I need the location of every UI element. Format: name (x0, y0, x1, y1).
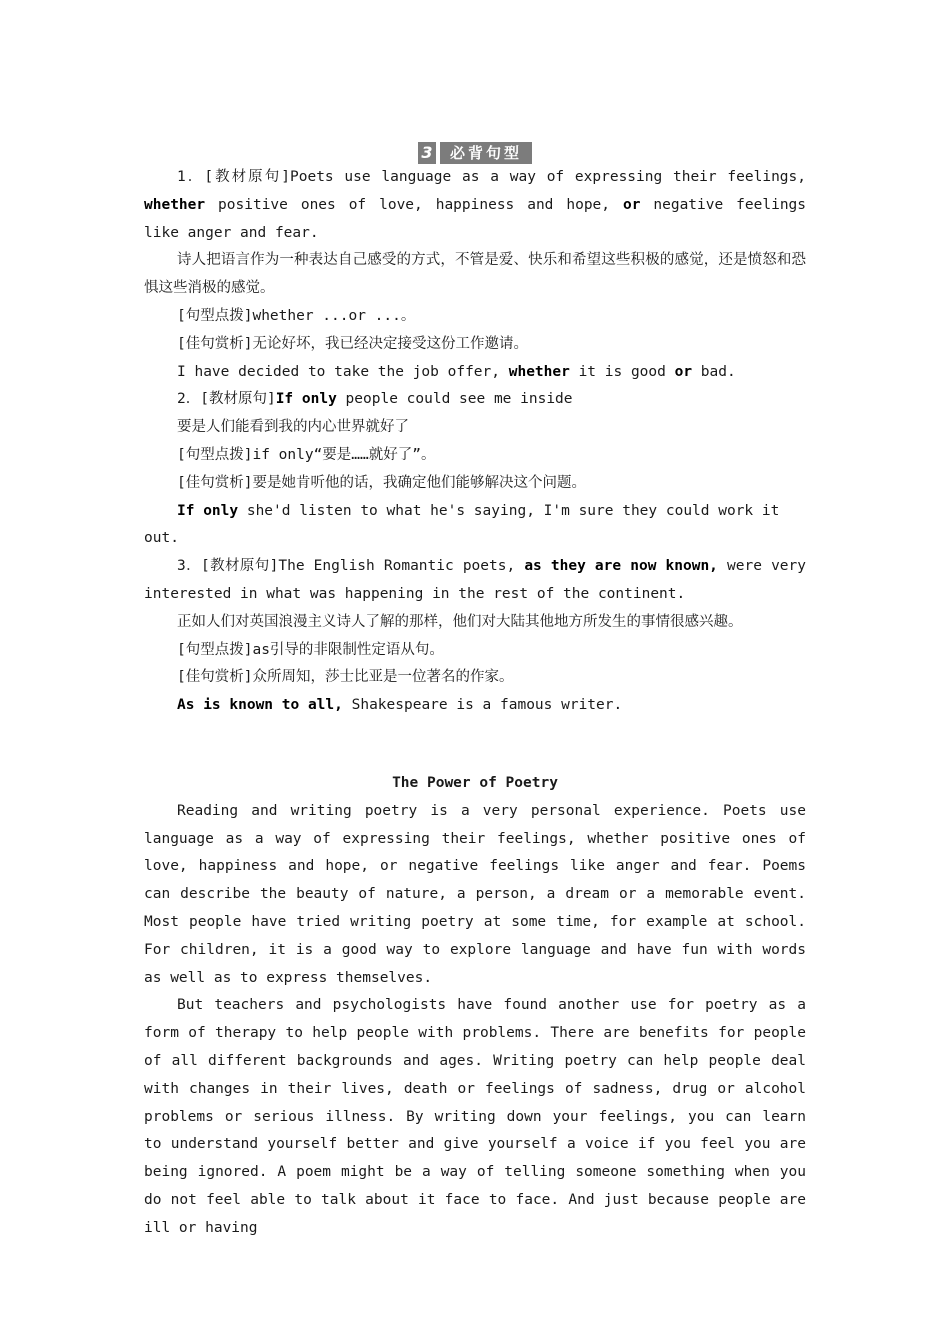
item-2-translation: 要是人们能看到我的内心世界就好了 (177, 419, 409, 436)
section-badge (418, 142, 532, 164)
keyword: As is known to all, (177, 697, 343, 714)
section-title: 必背句型 (440, 142, 532, 164)
item-3-original: 3．[教材原句]The English Romantic poets, as they are now known, were very interested in what was happening in the rest of the continent. (144, 558, 806, 602)
keyword: or (674, 363, 693, 380)
keyword: If only (177, 502, 239, 519)
article-paragraph-2: But teachers and psychologists have found another use for poetry as a form of therapy to help people with problems. There are benefits for people of all different backgrounds and ages. Writing poetry can help people deal with changes in their lives, death or feelings of sadness, drug or alcohol problems or serious illness. By writing down your feelings, you can learn to understand yourself better and give yourself a voice if you feel you are being ignored. A poem might be a way of telling someone something when you do not feel able to talk about it face to face. And just because people are ill or having (144, 997, 806, 1236)
keyword: whether (508, 363, 570, 380)
keyword: as they are now known, (524, 558, 718, 575)
keyword: If only (275, 391, 337, 408)
section-header (144, 142, 806, 164)
article-paragraph-1: Reading and writing poetry is a very personal experience. Poets use language as a way of expressing their feelings, whether positive ones of love, happiness and hope, or negative feelings like anger and fear. Poems can describe the beauty of nature, a person, a dream or a memorable event. Most people have tried writing poetry at some time, for example at school. For children, it is a good way to explore language and have fun with words as well as to express themselves. (144, 802, 806, 986)
section-number: 3 (418, 142, 436, 164)
item-2-example-en: If only she'd listen to what he's saying, I'm sure they could work it out. (144, 502, 780, 547)
item-1-translation: 诗人把语言作为一种表达自己感受的方式，不管是爱、快乐和希望这些积极的感觉，还是愤怒和恐惧这些消极的感觉。 (144, 252, 806, 297)
item-1-example-cn: [佳句赏析]无论好坏，我已经决定接受这份工作邀请。 (177, 335, 528, 352)
item-1-original: 1．[教材原句]Poets use language as a way of expressing their feelings, whether positive ones of love, happiness and hope, or negative feelings like anger and fear. (144, 169, 807, 241)
item-3-translation: 正如人们对英国浪漫主义诗人了解的那样，他们对大陆其他地方所发生的事情很感兴趣。 (177, 613, 743, 630)
item-2-example-cn: [佳句赏析]要是她肯听他的话，我确定他们能够解决这个问题。 (177, 474, 586, 491)
item-2-tip: [句型点拨]if only“要是……就好了”。 (177, 446, 436, 463)
keyword: whether (144, 196, 206, 213)
keyword: or (622, 196, 641, 213)
item-3-tip: [句型点拨]as引导的非限制性定语从句。 (177, 641, 444, 658)
item-1-example-en: I have decided to take the job offer, whether it is good or bad. (177, 363, 736, 380)
item-1-tip: [句型点拨]whether ...or ...。 (177, 307, 416, 324)
document-page (144, 142, 806, 1242)
item-3-example-en: As is known to all, Shakespeare is a famous writer. (177, 697, 623, 714)
article-title: The Power of Poetry (392, 774, 558, 791)
item-2-original: 2．[教材原句]If only people could see me inside (177, 391, 573, 408)
item-3-example-cn: [佳句赏析]众所周知，莎士比亚是一位著名的作家。 (177, 669, 514, 686)
